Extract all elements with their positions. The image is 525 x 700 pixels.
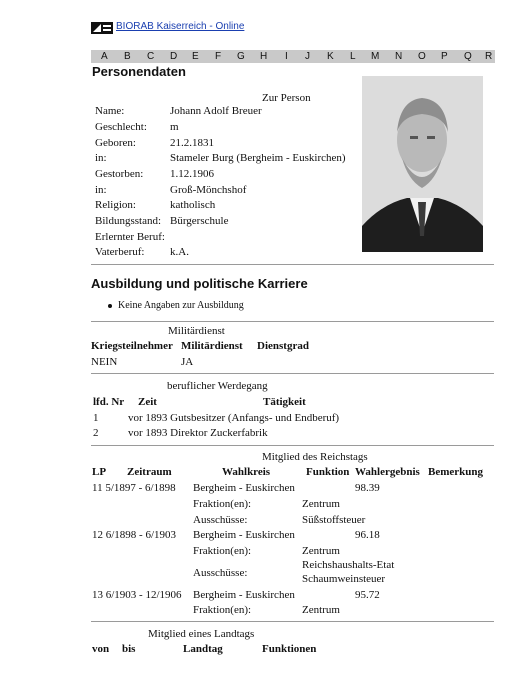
alpha-link-n[interactable]: N — [395, 51, 403, 62]
alpha-link-h[interactable]: H — [260, 51, 268, 62]
alpha-link-b[interactable]: B — [124, 51, 131, 62]
alpha-link-k[interactable]: K — [327, 51, 334, 62]
reichstag-header-wahlergebnis: Wahlergebnis — [355, 466, 420, 478]
reichstag-row-ausschuss: Reichshaushalts-Etat — [302, 559, 395, 571]
reichstag-row-fraktion: Zentrum — [302, 604, 340, 616]
section-divider — [91, 621, 494, 622]
militaer-value-kriegsteilnehmer: NEIN — [91, 356, 118, 368]
field-label-bildungsstand: Bildungsstand: — [95, 215, 162, 227]
reichstag-row-fraktion-label: Fraktion(en): — [193, 498, 252, 510]
reichstag-row-period: 12 6/1898 - 6/1903 — [92, 529, 177, 541]
field-value-geboren: 21.2.1831 — [170, 137, 214, 149]
field-label-name: Name: — [95, 105, 125, 117]
werdegang-header-zeit: Zeit — [138, 396, 157, 408]
reichstag-row-fraktion-label: Fraktion(en): — [193, 545, 252, 557]
militaer-header-kriegsteilnehmer: Kriegsteilnehmer — [91, 340, 173, 352]
reichstag-row-result: 95.72 — [355, 589, 380, 601]
ausbildung-bullet-item — [108, 300, 244, 311]
field-value-name: Johann Adolf Breuer — [170, 105, 262, 117]
alpha-link-l[interactable]: L — [350, 51, 356, 62]
alpha-link-q[interactable]: Q — [464, 51, 472, 62]
field-value-bildungsstand: Bürgerschule — [170, 215, 229, 227]
section-divider — [91, 445, 494, 446]
section-divider — [91, 264, 494, 265]
field-label-geboren: Geboren: — [95, 137, 136, 149]
alpha-link-r[interactable]: R — [485, 51, 493, 62]
field-label-sterbeort: in: — [95, 184, 107, 196]
werdegang-title: beruflicher Werdegang — [167, 380, 268, 392]
militaer-value-militaerdienst: JA — [181, 356, 194, 368]
reichstag-row-wahlkreis: Bergheim - Euskirchen — [193, 529, 295, 541]
alpha-link-i[interactable]: I — [285, 51, 288, 62]
landtag-header-landtag: Landtag — [183, 643, 223, 655]
alpha-link-f[interactable]: F — [215, 51, 222, 62]
zur-person-subheading: Zur Person — [262, 92, 311, 104]
field-label-vaterberuf: Vaterberuf: — [95, 246, 145, 258]
landtag-title: Mitglied eines Landtags — [148, 628, 255, 640]
field-value-geburtsort: Stameler Burg (Bergheim - Euskirchen) — [170, 152, 346, 164]
alpha-link-j[interactable]: J — [305, 51, 310, 62]
alpha-link-m[interactable]: M — [371, 51, 380, 62]
militaer-header-dienstgrad: Dienstgrad — [257, 340, 309, 352]
landtag-header-von: von — [92, 643, 110, 655]
alpha-link-d[interactable]: D — [170, 51, 178, 62]
alpha-link-p[interactable]: P — [441, 51, 448, 62]
reichstag-row-fraktion: Zentrum — [302, 545, 340, 557]
field-value-vaterberuf: k.A. — [170, 246, 189, 258]
field-label-religion: Religion: — [95, 199, 136, 211]
field-value-sterbeort: Groß-Mönchshof — [170, 184, 247, 196]
alpha-link-a[interactable]: A — [101, 51, 108, 62]
field-label-geschlecht: Geschlecht: — [95, 121, 147, 133]
reichstag-header-funktion: Funktion — [306, 466, 350, 478]
field-value-geschlecht: m — [170, 121, 179, 133]
section-divider — [91, 321, 494, 322]
werdegang-row-nr: 1 — [93, 412, 99, 424]
reichstag-row-ausschuss: Süßstoffsteuer — [302, 514, 366, 526]
field-value-gestorben: 1.12.1906 — [170, 168, 214, 180]
field-label-gestorben: Gestorben: — [95, 168, 144, 180]
field-label-erlernter-beruf: Erlernter Beruf: — [95, 231, 165, 243]
alpha-link-e[interactable]: E — [192, 51, 199, 62]
reichstag-header-bemerkung: Bemerkung — [428, 466, 483, 478]
werdegang-header-nr: lfd. Nr — [93, 396, 125, 408]
section-divider — [91, 373, 494, 374]
militaer-header-militaerdienst: Militärdienst — [181, 340, 243, 352]
militaer-title: Militärdienst — [168, 325, 225, 337]
reichstag-header-wahlkreis: Wahlkreis — [222, 466, 271, 478]
reichstag-row-fraktion-label: Fraktion(en): — [193, 604, 252, 616]
reichstag-row-result: 96.18 — [355, 529, 380, 541]
portrait-photo — [362, 76, 483, 252]
personendaten-heading: Personendaten — [92, 64, 186, 79]
reichstag-header-zeitraum: Zeitraum — [127, 466, 172, 478]
alpha-link-c[interactable]: C — [147, 51, 155, 62]
reichstag-row-ausschuss-2: Schaumweinsteuer — [302, 573, 386, 585]
werdegang-row-text: vor 1893 Gutsbesitzer (Anfangs- und Endberuf) — [128, 412, 340, 424]
site-title-link[interactable]: BIORAB Kaiserreich - Online — [116, 21, 245, 32]
werdegang-row-nr: 2 — [93, 427, 99, 439]
werdegang-header-taetigkeit: Tätigkeit — [263, 396, 306, 408]
reichstag-row-result: 98.39 — [355, 482, 380, 494]
reichstag-row-fraktion: Zentrum — [302, 498, 340, 510]
reichstag-row-wahlkreis: Bergheim - Euskirchen — [193, 589, 295, 601]
ausbildung-heading: Ausbildung und politische Karriere — [91, 276, 308, 291]
alpha-link-g[interactable]: G — [237, 51, 245, 62]
reichstag-row-period: 13 6/1903 - 12/1906 — [92, 589, 182, 601]
reichstag-title: Mitglied des Reichstags — [262, 451, 368, 463]
reichstag-row-period: 11 5/1897 - 6/1898 — [92, 482, 176, 494]
alphabet-nav — [91, 50, 495, 63]
landtag-header-funktionen: Funktionen — [262, 643, 317, 655]
ausbildung-bullet-text: Keine Angaben zur Ausbildung — [118, 300, 244, 311]
werdegang-row-text: vor 1893 Direktor Zuckerfabrik — [128, 427, 268, 439]
reichstag-row-ausschuss-label: Ausschüsse: — [193, 567, 248, 579]
bullet-icon — [108, 304, 112, 308]
alpha-link-o[interactable]: O — [418, 51, 426, 62]
reichstag-header-lp: LP — [92, 466, 107, 478]
reichstag-row-wahlkreis: Bergheim - Euskirchen — [193, 482, 295, 494]
landtag-header-bis: bis — [122, 643, 136, 655]
field-value-religion: katholisch — [170, 199, 216, 211]
reichstag-row-ausschuss-label: Ausschüsse: — [193, 514, 248, 526]
field-label-geburtsort: in: — [95, 152, 107, 164]
biorab-logo-icon — [91, 22, 113, 34]
